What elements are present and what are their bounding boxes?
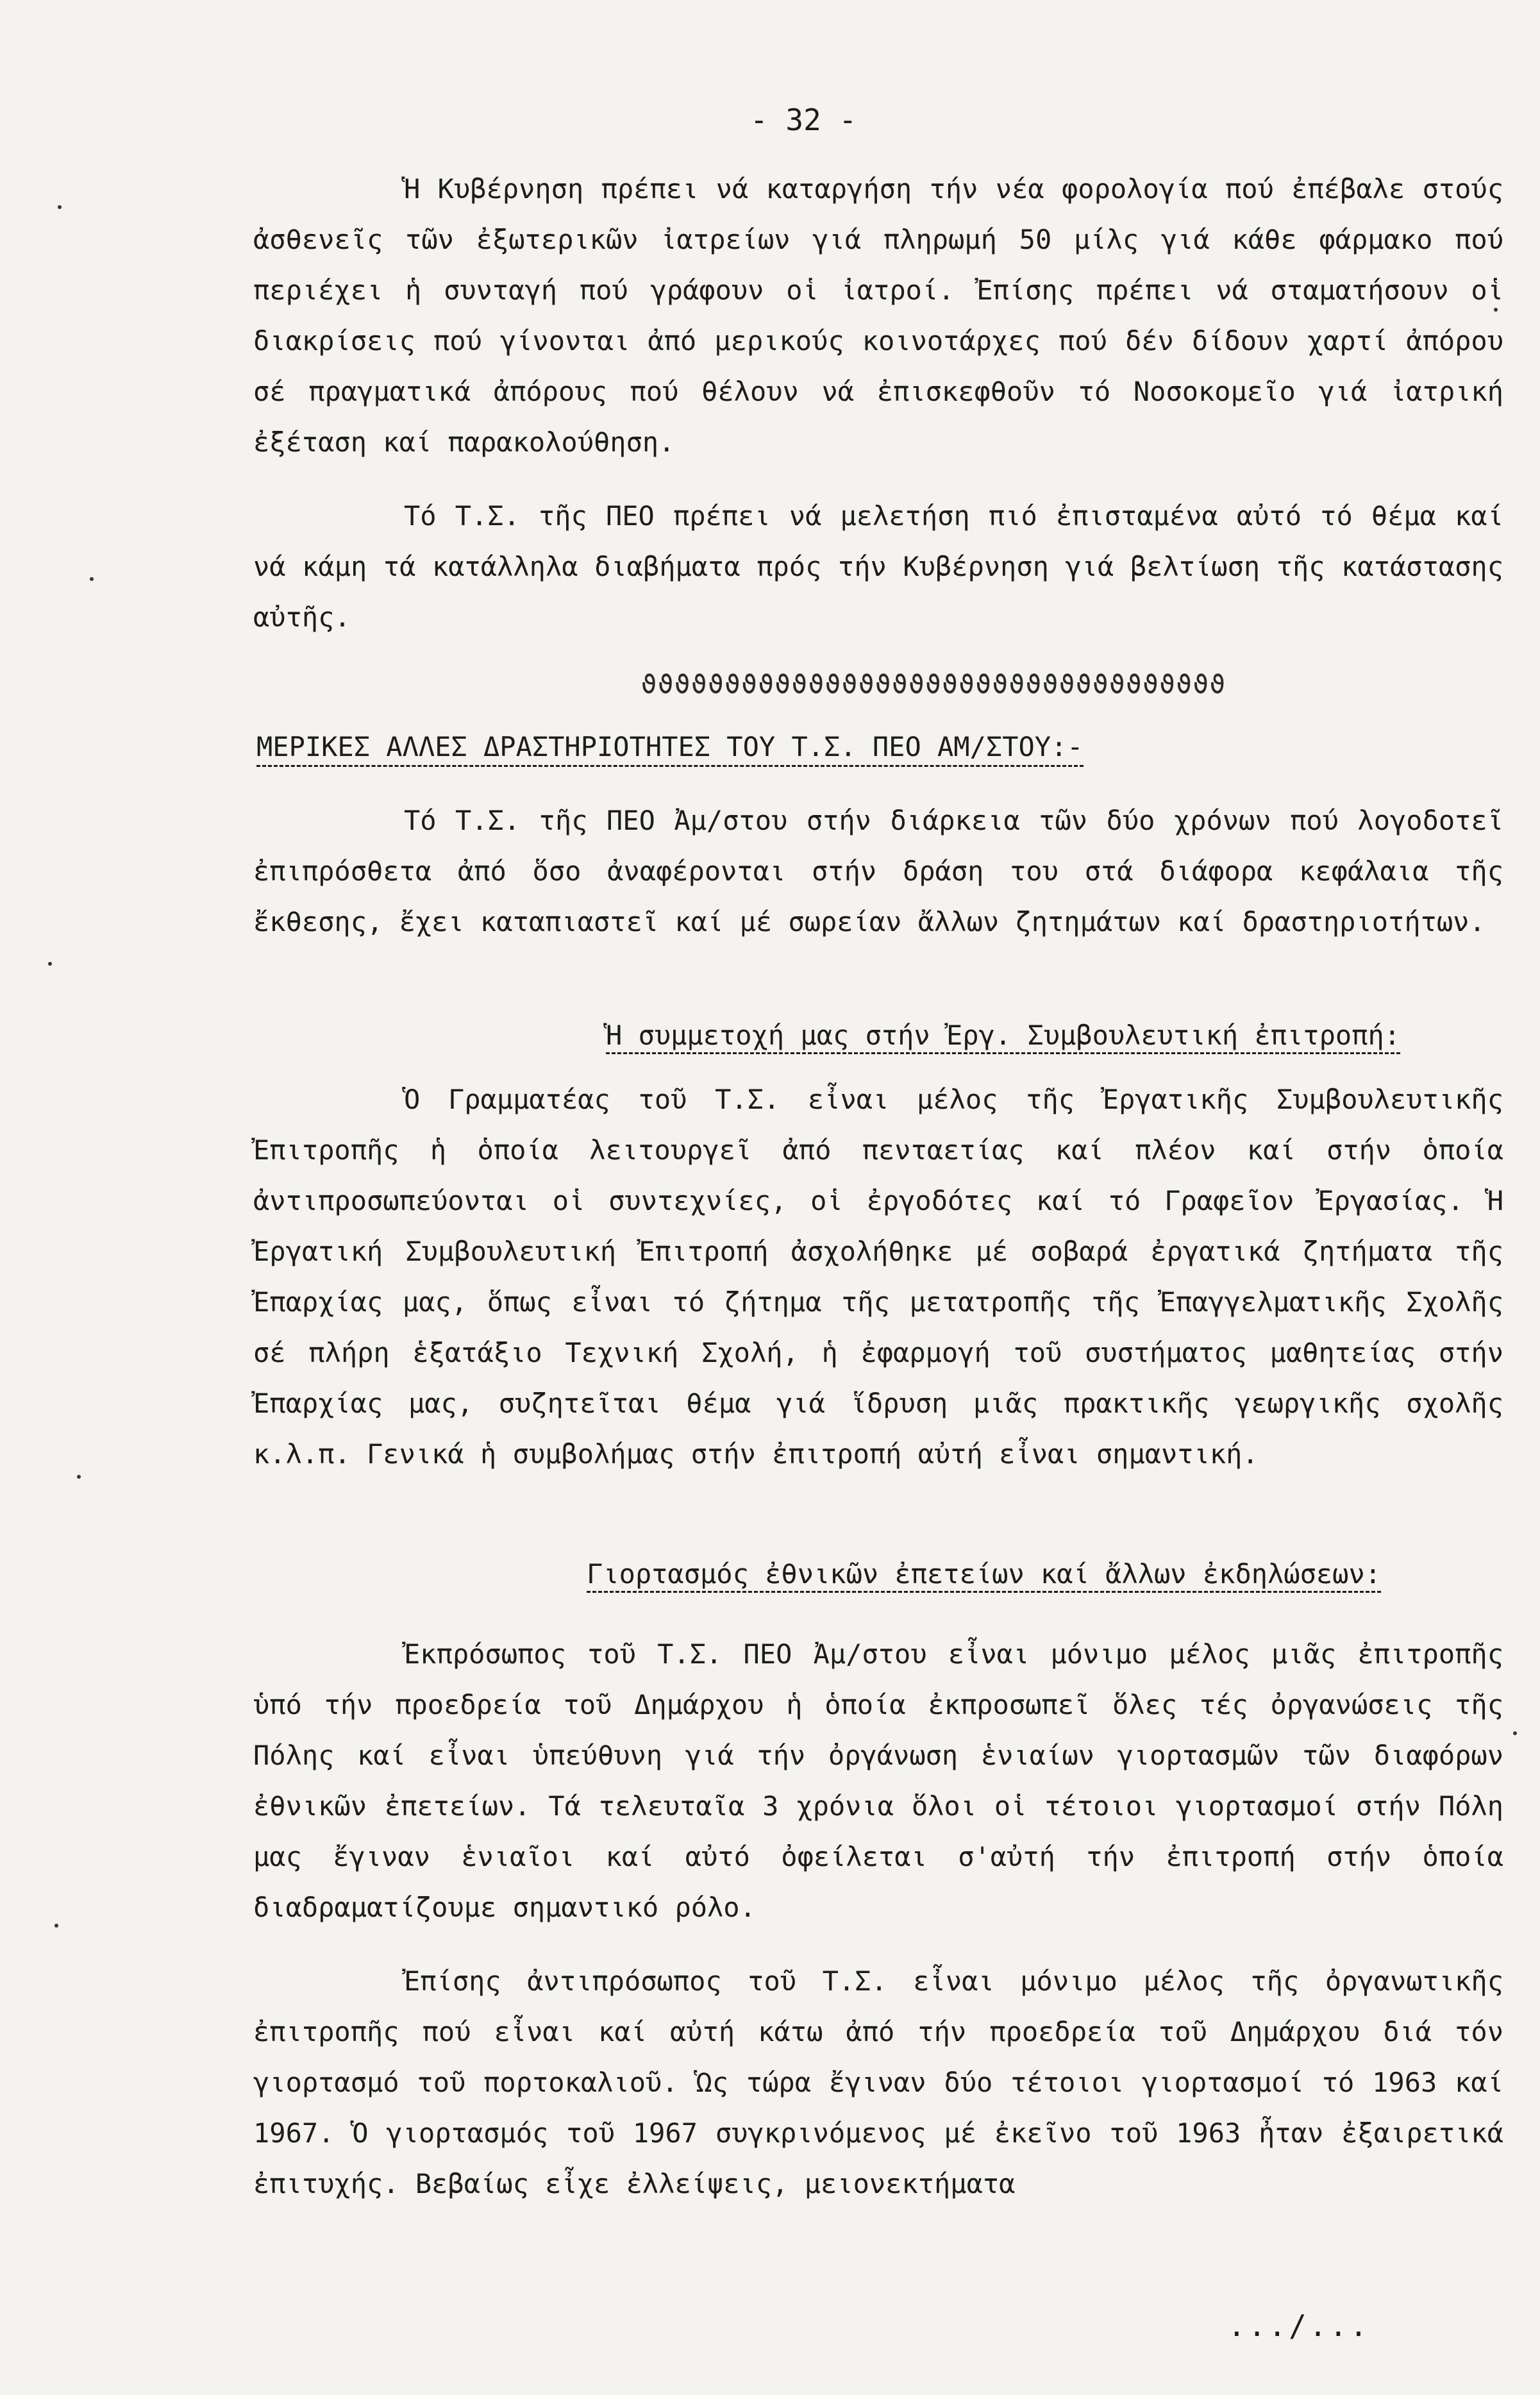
section-heading: ΜΕΡΙΚΕΣ ΑΛΛΕΣ ΔΡΑΣΤΗΡΙΟΤΗΤΕΣ ΤΟΥ Τ.Σ. ΠΕΟ ΑΜ/ΣΤΟΥ:- bbox=[256, 731, 1084, 767]
scan-speck bbox=[54, 1924, 58, 1928]
scan-speck bbox=[90, 577, 94, 581]
page-number: - 32 - bbox=[750, 103, 857, 137]
scan-speck bbox=[48, 962, 52, 966]
paragraph-orange-festival bbox=[253, 1956, 1503, 2225]
paragraph-other-activities bbox=[253, 795, 1503, 1000]
subheading-labour-committee: Ἡ συμμετοχή μας στήν Ἐργ. Συμβουλευτική ἐπιτροπή: bbox=[606, 1020, 1400, 1054]
paragraph-text: Ἡ Κυβέρνηση πρέπει νά καταργήση τήν νέα φορολογία πού ἐπέβαλε στούς ἀσθενεῖς τῶν ἐξωτερικῶν ἰατρείων γιά πληρωμή 50 μίλς γιά κάθε φάρμακο πού περιέχει ἡ συνταγή πού γράφουν οἱ ἰατροί. Ἐπίσης πρέπει νά σταματήσουν οἱ διακρίσεις πού γίνονται ἀπό μερικούς κοινοτάρχες πού δέν δίδουν χαρτί ἀπόρου σέ πραγματικά ἀπόρους πού θέλουν νά ἐπισκεφθοῦν τό Νοσοκομεῖο γιά ἰατρική ἐξέταση καί παρακολούθηση. bbox=[253, 173, 1503, 458]
paragraph-tax-request bbox=[253, 164, 1503, 465]
ornamental-separator: ϑϑϑϑϑϑϑϑϑϑϑϑϑϑϑϑϑϑϑϑϑϑϑϑϑϑϑϑϑϑϑϑϑϑϑ bbox=[641, 670, 1226, 700]
paragraph-text: Τό Τ.Σ. τῆς ΠΕΟ Ἀμ/στου στήν διάρκεια τῶν δύο χρόνων πού λογοδοτεῖ ἐπιπρόσθετα ἀπό ὅσο ἀναφέρονται στήν δράση του στά διάφορα κεφάλαια τῆς ἔκθεσης, ἔχει καταπιαστεῖ καί μέ σωρείαν ἄλλων ζητημάτων καί δραστηριοτήτων. bbox=[253, 805, 1503, 937]
scan-speck bbox=[58, 205, 62, 209]
scan-speck bbox=[77, 1475, 81, 1479]
continuation-mark: .../... bbox=[1228, 2308, 1370, 2343]
paragraph-text: Ὁ Γραμματέας τοῦ Τ.Σ. εἶναι μέλος τῆς Ἐργατικῆς Συμβουλευτικῆς Ἐπιτροπῆς ἡ ὁποία λειτουργεῖ ἀπό πενταετίας καί πλέον καί στήν ὁποία ἀντιπροσωπεύονται οἱ συντεχνίες, οἱ ἐργοδότες καί τό Γραφεῖον Ἐργασίας. Ἡ Ἐργατική Συμβουλευτική Ἐπιτροπή ἀσχολήθηκε μέ σοβαρά ἐργατικά ζητήματα τῆς Ἐπαρχίας μας, ὅπως εἶναι τό ζήτημα τῆς μετατροπῆς τῆς Ἐπαγγελματικῆς Σχολῆς σέ πλήρη ἑξατάξιο Τεχνική Σχολή, ἡ ἐφαρμογή τοῦ συστήματος μαθητείας στήν Ἐπαρχίας μας, συζητεῖται θέμα γιά ἵδρυση μιᾶς πρακτικῆς γεωργικῆς σχολῆς κ.λ.π. Γενικά ἡ συμβολήμας στήν ἐπιτροπή αὐτή εἶναι σημαντική. bbox=[253, 1084, 1503, 1470]
paragraph-text: Ἐπίσης ἀντιπρόσωπος τοῦ Τ.Σ. εἶναι μόνιμο μέλος τῆς ὀργανωτικῆς ἐπιτροπῆς πού εἶναι καί αὐτή κάτω ἀπό τήν προεδρεία τοῦ Δημάρχου διά τόν γιορτασμό τοῦ πορτοκαλιοῦ. Ὡς τώρα ἔγιναν δύο τέτοιοι γιορτασμοί τό 1963 καί 1967. Ὁ γιορτασμός τοῦ 1967 συγκρινόμενος μέ ἐκεῖνο τοῦ 1963 ἦταν ἐξαιρετικά ἐπιτυχής. Βεβαίως εἶχε ἐλλείψεις, μειονεκτήματα bbox=[253, 1965, 1503, 2199]
scan-speck bbox=[1494, 308, 1498, 312]
scan-speck bbox=[1513, 1731, 1517, 1735]
paragraph-celebrations-committee bbox=[253, 1629, 1503, 1937]
paragraph-labour-committee bbox=[253, 1074, 1503, 1542]
subheading-national-celebrations: Γιορτασμός ἐθνικῶν ἐπετείων καί ἄλλων ἐκδηλώσεων: bbox=[587, 1558, 1381, 1593]
paragraph-ts-study bbox=[253, 491, 1503, 644]
paragraph-text: Τό Τ.Σ. τῆς ΠΕΟ πρέπει νά μελετήση πιό ἐπισταμένα αὐτό τό θέμα καί νά κάμη τά κατάλληλα διαβήματα πρός τήν Κυβέρνηση γιά βελτίωση τῆς κατάστασης αὐτῆς. bbox=[253, 500, 1503, 633]
paragraph-text: Ἐκπρόσωπος τοῦ Τ.Σ. ΠΕΟ Ἀμ/στου εἶναι μόνιμο μέλος μιᾶς ἐπιτροπῆς ὑπό τήν προεδρεία τοῦ Δημάρχου ἡ ὁποία ἐκπροσωπεῖ ὅλες τές ὀργανώσεις τῆς Πόλης καί εἶναι ὑπεύθυνη γιά τήν ὀργάνωση ἑνιαίων γιορτασμῶν τῶν διαφόρων ἐθνικῶν ἐπετείων. Τά τελευταῖα 3 χρόνια ὅλοι οἱ τέτοιοι γιορτασμοί στήν Πόλη μας ἔγιναν ἑνιαῖοι καί αὐτό ὀφείλεται σ'αὐτή τήν ἐπιτροπή στήν ὁποία διαδραματίζουμε σημαντικό ρόλο. bbox=[253, 1638, 1503, 1923]
